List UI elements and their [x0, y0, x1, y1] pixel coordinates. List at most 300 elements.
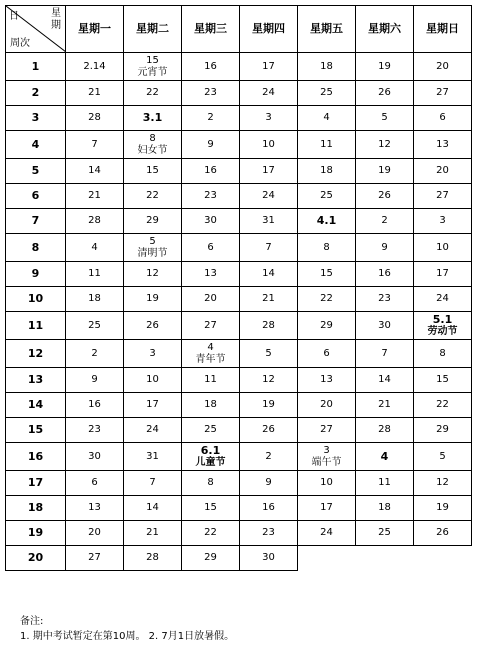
- day-cell: [182, 546, 240, 571]
- day-cell: [240, 234, 298, 262]
- date-value: 29: [146, 215, 159, 226]
- table-row: [6, 53, 472, 81]
- date-value: 20: [88, 527, 101, 538]
- date-value: 19: [146, 293, 159, 304]
- day-cell: [298, 131, 356, 159]
- date-value: 29: [204, 552, 217, 563]
- date-value: 11: [88, 268, 101, 279]
- remarks-line: 1. 期中考试暂定在第10周。 2. 7月1日放暑假。: [20, 631, 235, 642]
- date-value: 9: [265, 477, 272, 488]
- holiday-label: 清明节: [137, 247, 168, 259]
- date-value: 24: [436, 293, 449, 304]
- date-value: 11: [320, 138, 333, 150]
- date-value: 25: [204, 424, 217, 435]
- date-value: 18: [204, 399, 217, 410]
- day-cell: [66, 418, 124, 443]
- week-number: 18: [6, 496, 66, 521]
- day-cell: [240, 393, 298, 418]
- date-value: 14: [378, 374, 391, 385]
- date-value: 2: [265, 450, 272, 462]
- day-cell: [182, 184, 240, 209]
- date-value: 17: [436, 268, 449, 279]
- day-header: 星期三: [182, 6, 240, 53]
- date-value: 24: [320, 527, 333, 538]
- table-row: [6, 106, 472, 131]
- date-value: 23: [204, 87, 217, 98]
- date-value: 3: [265, 112, 272, 123]
- day-cell: [356, 418, 414, 443]
- day-cell: [356, 159, 414, 184]
- day-cell: [298, 418, 356, 443]
- date-value: 8: [323, 241, 330, 253]
- date-value: 4: [323, 112, 330, 123]
- day-cell: [66, 209, 124, 234]
- day-cell: [182, 368, 240, 393]
- date-value: 14: [146, 502, 159, 513]
- day-cell: [182, 131, 240, 159]
- day-header: 星期六: [356, 6, 414, 53]
- table-row: [6, 393, 472, 418]
- day-cell: [182, 312, 240, 340]
- day-cell: [414, 340, 472, 368]
- day-cell: [66, 496, 124, 521]
- day-cell: [414, 312, 472, 340]
- day-header: 星期五: [298, 6, 356, 53]
- date-value: 6: [207, 241, 214, 253]
- day-cell: [240, 312, 298, 340]
- date-value: 28: [262, 319, 275, 331]
- date-value: 18: [320, 60, 333, 72]
- day-cell: [240, 131, 298, 159]
- day-header: 星期一: [66, 6, 124, 53]
- day-cell: [298, 287, 356, 312]
- date-value: 10: [436, 241, 449, 253]
- date-value: 2: [91, 347, 98, 359]
- day-cell: [66, 340, 124, 368]
- day-cell: [66, 131, 124, 159]
- day-header: 星期四: [240, 6, 298, 53]
- date-value: 3.1: [142, 111, 163, 124]
- date-value: 26: [436, 527, 449, 538]
- date-value: 15: [320, 268, 333, 279]
- date-value: 11: [378, 477, 391, 488]
- holiday-label: 妇女节: [137, 144, 168, 156]
- day-cell: [124, 106, 182, 131]
- day-cell: [356, 521, 414, 546]
- day-cell: [240, 443, 298, 471]
- day-cell: [182, 209, 240, 234]
- day-cell: [240, 546, 298, 571]
- date-value: 2: [381, 215, 388, 226]
- date-value: 25: [88, 319, 101, 331]
- date-value: 31: [146, 450, 159, 462]
- date-value: 25: [320, 190, 333, 201]
- date-value: 9: [381, 241, 388, 253]
- date-value: 23: [88, 424, 101, 435]
- date-value: 18: [378, 502, 391, 513]
- week-number: 5: [6, 159, 66, 184]
- date-value: 16: [204, 60, 217, 72]
- day-cell: [66, 159, 124, 184]
- date-value: 19: [436, 502, 449, 513]
- day-cell: [66, 287, 124, 312]
- table-row: [6, 471, 472, 496]
- date-value: 22: [204, 527, 217, 538]
- day-cell: [298, 368, 356, 393]
- date-value: 22: [146, 87, 159, 98]
- day-cell: [66, 312, 124, 340]
- date-value: 9: [207, 138, 214, 150]
- day-cell: [66, 184, 124, 209]
- day-cell: [240, 209, 298, 234]
- date-value: 23: [378, 293, 391, 304]
- day-cell: [66, 471, 124, 496]
- day-cell: [298, 106, 356, 131]
- date-value: 27: [320, 424, 333, 435]
- day-cell: [298, 81, 356, 106]
- day-cell: [414, 81, 472, 106]
- day-cell: [356, 287, 414, 312]
- date-value: 17: [320, 502, 333, 513]
- date-value: 2: [207, 112, 214, 123]
- date-value: 5.1: [432, 312, 453, 326]
- date-value: 20: [436, 60, 449, 72]
- day-cell: [182, 471, 240, 496]
- table-row: [6, 262, 472, 287]
- day-cell: [298, 53, 356, 81]
- day-cell: [356, 262, 414, 287]
- day-cell: [66, 81, 124, 106]
- week-number: 7: [6, 209, 66, 234]
- week-number: 17: [6, 471, 66, 496]
- day-cell: [298, 340, 356, 368]
- date-value: 27: [204, 319, 217, 331]
- date-value: 25: [320, 87, 333, 98]
- week-number: 9: [6, 262, 66, 287]
- date-value: 8: [207, 477, 214, 488]
- date-value: 31: [262, 215, 275, 226]
- date-value: 30: [378, 319, 391, 331]
- table-row: [6, 368, 472, 393]
- table-row: [6, 209, 472, 234]
- week-number: 19: [6, 521, 66, 546]
- day-cell: [414, 184, 472, 209]
- date-value: 12: [262, 374, 275, 385]
- day-cell: [240, 471, 298, 496]
- day-cell: [414, 262, 472, 287]
- day-cell: [298, 521, 356, 546]
- day-cell: [124, 496, 182, 521]
- day-cell: [240, 340, 298, 368]
- day-cell: [66, 521, 124, 546]
- date-value: 15: [146, 54, 159, 66]
- date-value: 12: [146, 268, 159, 279]
- date-value: 18: [320, 165, 333, 176]
- day-cell: [182, 340, 240, 368]
- week-number: 3: [6, 106, 66, 131]
- day-cell: [298, 471, 356, 496]
- date-value: 12: [436, 477, 449, 488]
- day-cell: [66, 546, 124, 571]
- table-row: [6, 287, 472, 312]
- date-value: 26: [378, 190, 391, 201]
- date-value: 15: [436, 374, 449, 385]
- date-value: 10: [146, 374, 159, 385]
- date-value: 2.14: [83, 60, 106, 72]
- day-cell: [240, 287, 298, 312]
- day-cell: [124, 340, 182, 368]
- day-cell: [356, 368, 414, 393]
- date-value: 5: [381, 112, 388, 123]
- date-value: 19: [262, 399, 275, 410]
- day-cell: [298, 209, 356, 234]
- corner-day-label: 日: [9, 11, 19, 22]
- date-value: 21: [88, 87, 101, 98]
- date-value: 7: [381, 347, 388, 359]
- date-value: 22: [320, 293, 333, 304]
- date-value: 21: [378, 399, 391, 410]
- date-value: 22: [436, 399, 449, 410]
- remarks-title: 备注:: [20, 616, 44, 627]
- day-cell: [414, 234, 472, 262]
- date-value: 14: [88, 165, 101, 176]
- date-value: 30: [88, 450, 101, 462]
- day-cell: [66, 368, 124, 393]
- date-value: 18: [88, 293, 101, 304]
- date-value: 15: [204, 502, 217, 513]
- date-value: 5: [265, 347, 272, 359]
- day-cell: [356, 53, 414, 81]
- day-cell: [240, 368, 298, 393]
- date-value: 17: [262, 60, 275, 72]
- date-value: 26: [146, 319, 159, 331]
- day-cell: [124, 368, 182, 393]
- table-row: [6, 496, 472, 521]
- day-cell: [240, 184, 298, 209]
- day-cell: [182, 106, 240, 131]
- day-cell: [356, 471, 414, 496]
- day-cell: [124, 521, 182, 546]
- day-cell: [414, 521, 472, 546]
- calendar-table: [5, 5, 472, 571]
- week-number: 8: [6, 234, 66, 262]
- date-value: 3: [323, 444, 330, 456]
- date-value: 30: [204, 215, 217, 226]
- day-cell: [414, 159, 472, 184]
- day-cell: [356, 443, 414, 471]
- date-value: 17: [262, 165, 275, 176]
- table-row: [6, 312, 472, 340]
- week-number: 10: [6, 287, 66, 312]
- day-cell: [240, 521, 298, 546]
- holiday-label: 端午节: [311, 456, 342, 468]
- date-value: 24: [262, 190, 275, 201]
- date-value: 6: [91, 477, 98, 488]
- day-cell: [182, 496, 240, 521]
- holiday-label: 劳动节: [427, 325, 458, 337]
- day-cell: [124, 471, 182, 496]
- date-value: 24: [146, 424, 159, 435]
- corner-week-label: [51, 8, 61, 32]
- day-cell: [124, 287, 182, 312]
- day-cell: [356, 393, 414, 418]
- date-value: 13: [204, 268, 217, 279]
- day-cell: [414, 443, 472, 471]
- corner-week-char2: 期: [51, 20, 61, 31]
- week-number: 16: [6, 443, 66, 471]
- day-cell: [356, 184, 414, 209]
- day-cell: [66, 443, 124, 471]
- day-cell: [66, 234, 124, 262]
- day-cell: [124, 234, 182, 262]
- day-cell: [124, 443, 182, 471]
- table-row: [6, 234, 472, 262]
- week-number: 13: [6, 368, 66, 393]
- day-cell: [414, 418, 472, 443]
- date-value: 5: [149, 235, 156, 247]
- date-value: 14: [262, 268, 275, 279]
- date-value: 28: [378, 424, 391, 435]
- date-value: 13: [320, 374, 333, 385]
- holiday-label: 元宵节: [137, 66, 168, 78]
- day-cell: [240, 418, 298, 443]
- week-number: 4: [6, 131, 66, 159]
- day-cell: [356, 234, 414, 262]
- date-value: 8: [439, 347, 446, 359]
- day-cell: [356, 340, 414, 368]
- day-cell: [414, 368, 472, 393]
- day-cell: [182, 53, 240, 81]
- date-value: 10: [262, 138, 275, 150]
- corner-cell: [6, 6, 66, 53]
- date-value: 30: [262, 552, 275, 563]
- day-cell: [124, 312, 182, 340]
- day-cell: [356, 81, 414, 106]
- date-value: 27: [436, 190, 449, 201]
- day-cell: [356, 496, 414, 521]
- day-cell: [298, 262, 356, 287]
- day-cell: [124, 159, 182, 184]
- day-cell: [124, 393, 182, 418]
- date-value: 16: [88, 399, 101, 410]
- date-value: 27: [88, 552, 101, 563]
- date-value: 23: [204, 190, 217, 201]
- date-value: 22: [146, 190, 159, 201]
- date-value: 21: [262, 293, 275, 304]
- day-cell: [124, 184, 182, 209]
- day-cell: [298, 443, 356, 471]
- day-cell: [182, 287, 240, 312]
- corner-weeknum-label: 周次: [10, 38, 30, 49]
- day-cell: [356, 312, 414, 340]
- date-value: 9: [91, 374, 98, 385]
- date-value: 17: [146, 399, 159, 410]
- date-value: 4: [207, 341, 214, 353]
- day-cell: [66, 106, 124, 131]
- week-number: 2: [6, 81, 66, 106]
- date-value: 8: [149, 132, 156, 144]
- week-number: 11: [6, 312, 66, 340]
- day-header: 星期二: [124, 6, 182, 53]
- date-value: 7: [91, 138, 98, 150]
- week-number: 1: [6, 53, 66, 81]
- day-cell: [182, 159, 240, 184]
- day-cell: [124, 131, 182, 159]
- date-value: 4: [380, 449, 389, 463]
- date-value: 28: [88, 215, 101, 226]
- day-header: 星期日: [414, 6, 472, 53]
- table-row: [6, 546, 472, 571]
- date-value: 15: [146, 165, 159, 176]
- remarks: [20, 614, 234, 644]
- day-cell: [414, 287, 472, 312]
- day-cell: [414, 209, 472, 234]
- day-cell: [240, 159, 298, 184]
- day-cell: [124, 81, 182, 106]
- date-value: 29: [320, 319, 333, 331]
- day-cell: [124, 262, 182, 287]
- day-cell: [356, 209, 414, 234]
- day-cell: [298, 184, 356, 209]
- date-value: 25: [378, 527, 391, 538]
- date-value: 28: [146, 552, 159, 563]
- date-value: 26: [378, 87, 391, 98]
- date-value: 10: [320, 477, 333, 488]
- day-cell: [240, 53, 298, 81]
- date-value: 19: [378, 165, 391, 176]
- day-cell: [298, 496, 356, 521]
- date-value: 24: [262, 87, 275, 98]
- day-cell: [182, 418, 240, 443]
- date-value: 6.1: [200, 443, 221, 457]
- calendar-body: [6, 53, 472, 571]
- day-cell: [298, 312, 356, 340]
- date-value: 21: [146, 527, 159, 538]
- date-value: 27: [436, 87, 449, 98]
- table-row: [6, 159, 472, 184]
- table-row: [6, 131, 472, 159]
- date-value: 7: [265, 241, 272, 253]
- day-cell: [298, 234, 356, 262]
- day-cell: [182, 234, 240, 262]
- date-value: 4: [91, 241, 98, 253]
- day-cell: [182, 443, 240, 471]
- day-cell: [414, 471, 472, 496]
- table-row: [6, 81, 472, 106]
- day-cell: [182, 521, 240, 546]
- week-number: 14: [6, 393, 66, 418]
- date-value: 12: [378, 138, 391, 150]
- date-value: 3: [439, 215, 446, 226]
- table-row: [6, 443, 472, 471]
- day-cell: [240, 496, 298, 521]
- day-cell: [298, 393, 356, 418]
- week-number: 20: [6, 546, 66, 571]
- day-cell: [124, 418, 182, 443]
- day-cell: [414, 131, 472, 159]
- date-value: 6: [439, 112, 446, 123]
- day-cell: [182, 81, 240, 106]
- week-number: 15: [6, 418, 66, 443]
- date-value: 4.1: [316, 214, 337, 227]
- date-value: 3: [149, 347, 156, 359]
- date-value: 16: [378, 268, 391, 279]
- day-cell: [298, 159, 356, 184]
- date-value: 13: [88, 502, 101, 513]
- date-value: 26: [262, 424, 275, 435]
- day-cell: [124, 209, 182, 234]
- date-value: 5: [439, 450, 446, 462]
